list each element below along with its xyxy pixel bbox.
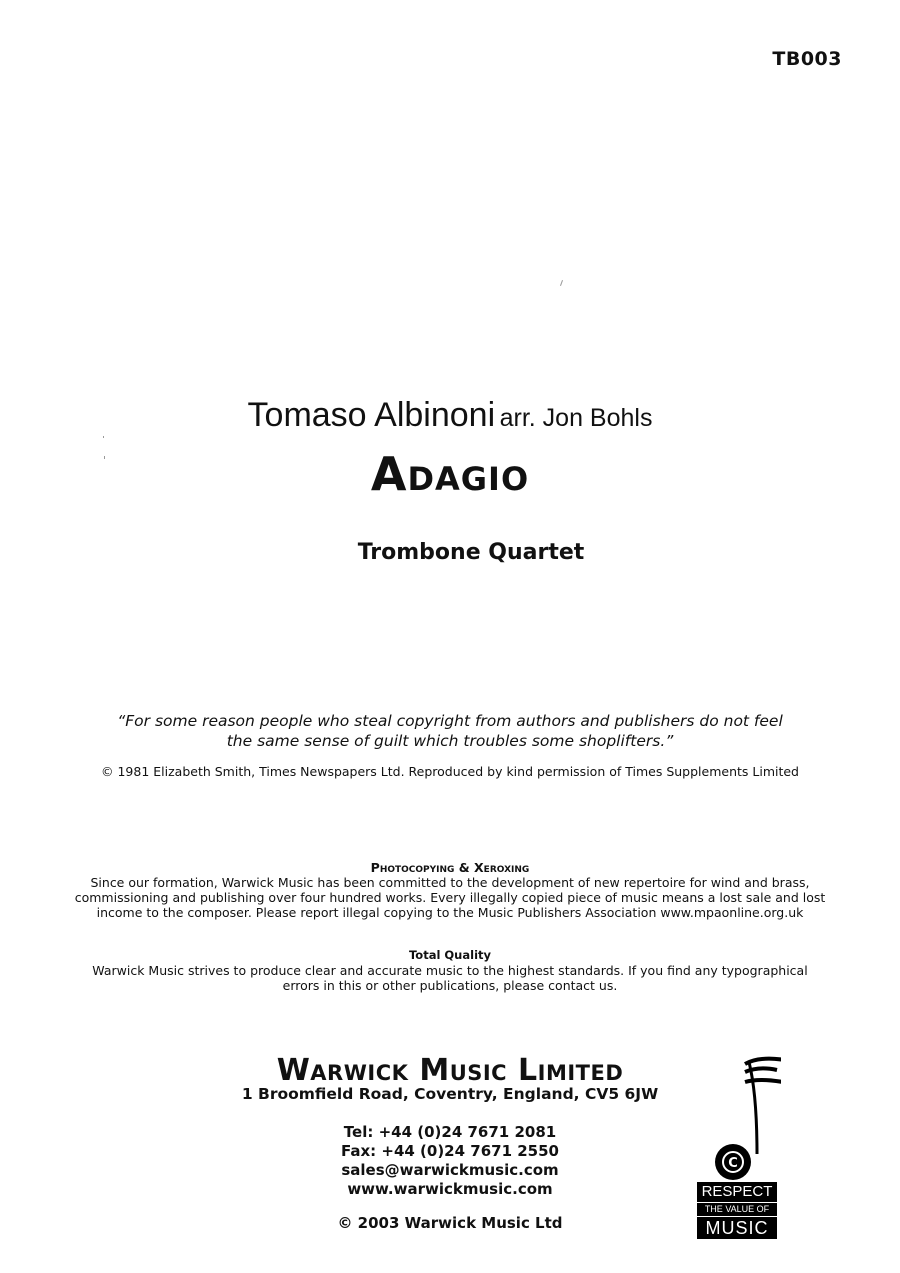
logo-music: MUSIC — [697, 1217, 777, 1239]
scan-speck — [103, 436, 104, 438]
publisher-address: 1 Broomfield Road, Coventry, England, CV5 6JW — [241, 1085, 659, 1103]
copyright-quote — [70, 711, 830, 751]
publisher-website: www.warwickmusic.com — [347, 1180, 553, 1198]
quality-line-2: errors in this or other publications, please contact us. — [282, 978, 618, 993]
logo-value-of: THE VALUE OF — [697, 1203, 777, 1216]
quality-heading: Total Quality — [408, 948, 492, 962]
respect-music-logo — [697, 1054, 781, 1240]
composer-name: Tomaso Albinoni — [247, 396, 496, 434]
publisher-copyright: © 2003 Warwick Music Ltd — [337, 1214, 563, 1232]
publisher-tel: Tel: +44 (0)24 7671 2081 — [343, 1123, 557, 1141]
publisher-name: Warwick Music Limited — [276, 1053, 624, 1088]
quote-line-2: the same sense of guilt which troubles some shoplifters.” — [226, 732, 674, 750]
piece-title: Adagio — [370, 447, 530, 501]
quote-line-1: “For some reason people who steal copyright from authors and publishers do not feel — [117, 712, 783, 730]
svg-text:C: C — [728, 1156, 738, 1171]
photocopying-line-2: commissioning and publishing over four hundred works. Every illegally copied piece of music means a lost sale and lost — [74, 890, 826, 905]
quality-line-1: Warwick Music strives to produce clear and accurate music to the highest standards. If you find any typographical — [92, 963, 808, 978]
logo-respect: RESPECT — [697, 1182, 777, 1202]
scan-speck — [560, 280, 563, 286]
music-note-copyright-icon — [697, 1054, 781, 1182]
photocopying-line-3: income to the composer. Please report illegal copying to the Music Publishers Association www.mpaonline.org.uk — [96, 905, 804, 920]
composer-line — [0, 396, 900, 435]
quality-notice — [60, 948, 840, 993]
publisher-fax: Fax: +44 (0)24 7671 2550 — [340, 1142, 559, 1160]
publisher-email: sales@warwickmusic.com — [341, 1161, 559, 1179]
photocopying-notice — [60, 860, 840, 920]
photocopying-heading: Photocopying & Xeroxing — [370, 860, 530, 875]
photocopying-line-1: Since our formation, Warwick Music has been committed to the development of new repertoire for wind and brass, — [90, 875, 810, 890]
arranger-name: arr. Jon Bohls — [499, 404, 653, 432]
quote-credit: © 1981 Elizabeth Smith, Times Newspapers Ltd. Reproduced by kind permission of Times Supplements Limited — [101, 764, 799, 779]
catalog-number: TB003 — [772, 48, 842, 70]
publisher-contact — [300, 1123, 600, 1199]
instrumentation: Trombone Quartet — [357, 540, 585, 565]
